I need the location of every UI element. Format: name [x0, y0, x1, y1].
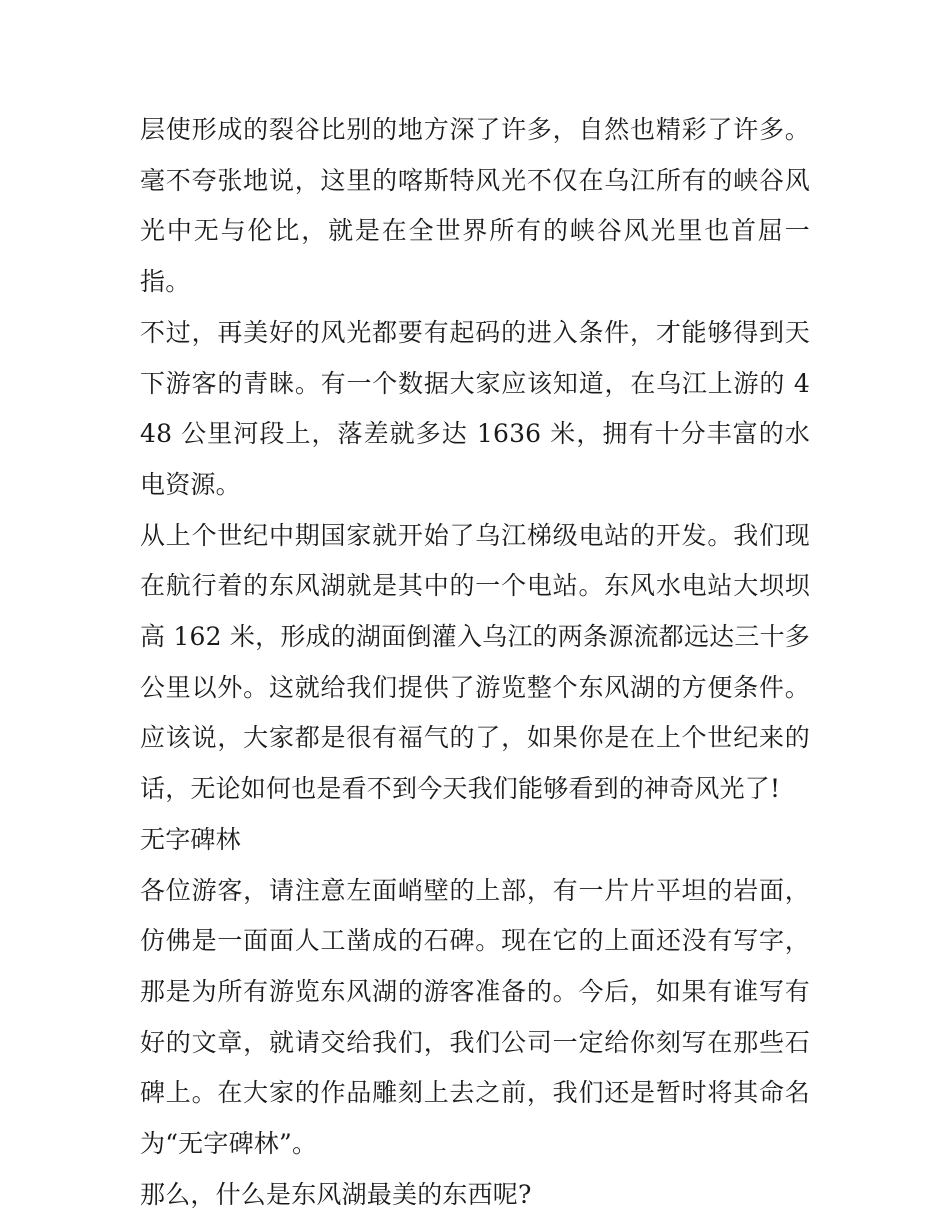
- paragraph-stele-forest: 各位游客，请注意左面峭壁的上部，有一片片平坦的岩面，仿佛是一面面人工凿成的石碑。现在它的上面还没有写字，那是为所有游览东风湖的游客准备的。今后，如果有谁写有好的文章，就请交给我们，我们公司一定给你刻写在那些石碑上。在大家的作品雕刻上去之前，我们还是暂时将其命名为“无字碑林”。: [140, 875, 810, 1159]
- section-heading-stele-forest: 无字碑林: [140, 824, 241, 854]
- paragraph-gorge-scenery: 层使形成的裂谷比别的地方深了许多，自然也精彩了许多。毫不夸张地说，这里的喀斯特风光不仅在乌江所有的峡谷风光中无与伦比，就是在全世界所有的峡谷风光里也首屈一指。: [140, 115, 810, 297]
- paragraph-dongfeng-station: 从上个世纪中期国家就开始了乌江梯级电站的开发。我们现在航行着的东风湖就是其中的一个电站。东风水电站大坝坝高 162 米，形成的湖面倒灌入乌江的两条源流都远达三十多公里以外。这就给我们提供了游览整个东风湖的方便条件。应该说，大家都是很有福气的了，如果你是在上个世纪来的话，无论如何也是看不到今天我们能够看到的神奇风光了!: [140, 520, 810, 804]
- document-page: [140, 105, 810, 1220]
- paragraph-hydropower-data: 不过，再美好的风光都要有起码的进入条件，才能够得到天下游客的青睐。有一个数据大家应该知道，在乌江上游的 448 公里河段上，落差就多达 1636 米，拥有十分丰富的水电资源。: [140, 317, 810, 499]
- paragraph-question: 那么，什么是东风湖最美的东西呢?: [140, 1179, 532, 1209]
